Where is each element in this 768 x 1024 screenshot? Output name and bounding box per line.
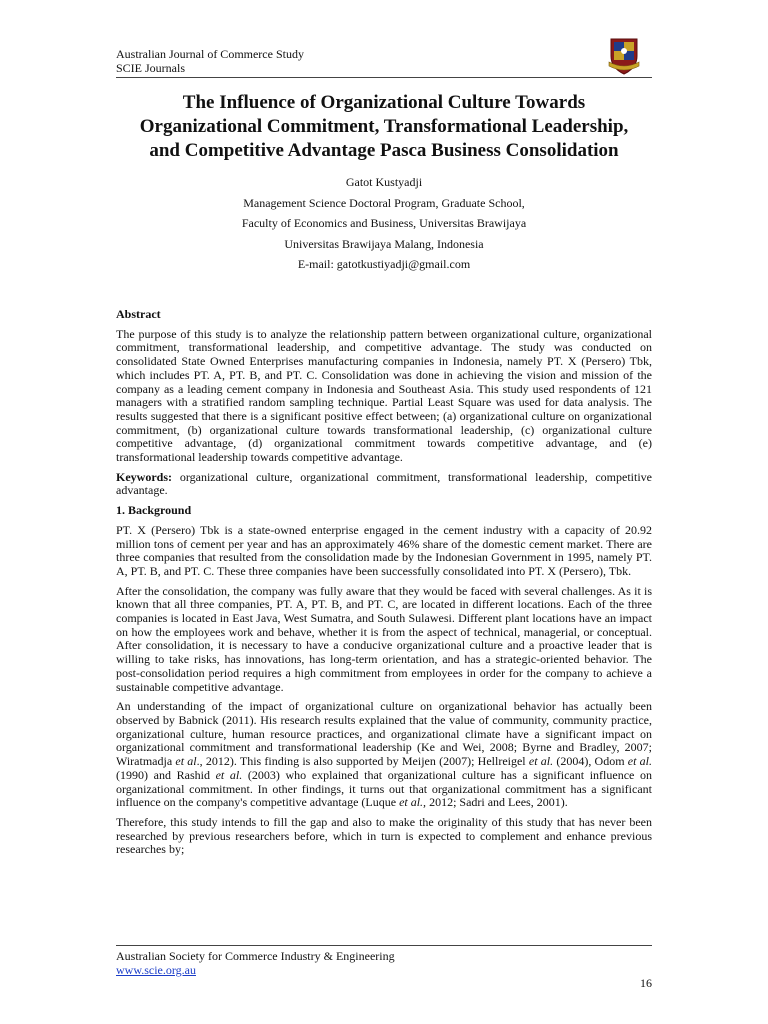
paper-title bbox=[116, 91, 652, 163]
society-name: Australian Society for Commerce Industry & Engineering bbox=[116, 949, 395, 963]
paper-body bbox=[116, 308, 652, 863]
footer-divider bbox=[116, 945, 652, 946]
author-block bbox=[116, 172, 652, 275]
header-divider bbox=[116, 77, 652, 78]
p3-part-a: An understanding of the impact of organizational culture on organizational behavior has actually been observed by Babnick (2011). His research results explained that the value of community, community practice, organizational culture, human resource practices, and organizational climate have a significant impact on organizational commitment and transformational leadership (Ke and Wei, 2008; Byrne and Bradley, 2007; Wiratmadja bbox=[116, 699, 652, 769]
keywords-label: Keywords: bbox=[116, 469, 172, 484]
society-website-link[interactable]: www.scie.org.au bbox=[116, 963, 196, 977]
p3-etal-3: et al. bbox=[627, 754, 653, 769]
abstract-text: The purpose of this study is to analyze the relationship pattern between organizational culture, organizational commitment, transformational leadership, and competitive advantage. The study was conducted on consolidated State Owned Enterprises manufacturing companies in Indonesia, namely PT. X (Persero) Tbk, which includes PT. A, PT. B, and PT. C. Consolidation was done in achieving the vision and mission of the company as a leading cement company in Indonesia and Southeast Asia. This study used respondents of 121 managers with a stratified random sampling technique. Partial Least Square was used for data analysis. The results suggested that there is a significant positive effect between; (a) organizational culture on organizational commitment, (b) organizational culture towards transformational leadership, (c) organizational culture competitive advantage, (d) organizational commitment towards competitive advantage, and (e) transformational leadership towards competitive advantage. bbox=[116, 326, 652, 465]
affiliation-line-1: Management Science Doctoral Program, Graduate School, bbox=[243, 195, 525, 210]
title-line-1: The Influence of Organizational Culture Towards bbox=[182, 92, 586, 113]
publisher-name: SCIE Journals bbox=[116, 61, 185, 75]
p3-part-c: (2004), Odom bbox=[553, 754, 628, 769]
page-number: 16 bbox=[640, 976, 652, 990]
running-header bbox=[116, 47, 304, 75]
journal-name: Australian Journal of Commerce Study bbox=[116, 47, 304, 61]
section-heading-background: 1. Background bbox=[116, 503, 192, 518]
paragraph-4: Therefore, this study intends to fill the gap and also to make the originality of this study that has never been researched by previous researchers before, which in turn is expected to complement and enhance previous researches by; bbox=[116, 814, 652, 857]
paragraph-3 bbox=[116, 700, 652, 810]
author-email: E-mail: gatotkustiyadji@gmail.com bbox=[297, 257, 471, 271]
journal-crest-logo bbox=[607, 36, 641, 76]
title-line-3: and Competitive Advantage Pasca Business Consolidation bbox=[149, 140, 619, 161]
paragraph-2: After the consolidation, the company was fully aware that they would be faced with several challenges. As it is known that all three companies, PT. A, PT. B, and PT. C, are located in different locations. Each of the three companies is located in East Java, West Sumatra, and South Sulawesi. Different plant locations have an impact on how the employees work and behave, whether it is from the aspect of technical, managerial, or conceptual. After consolidation, it is necessary to have a conducive organizational culture and a proactive leader that is willing to take risks, has innovations, has long-term orientation, and has a strategic-oriented behavior. The post-consolidation period requires a high commitment from employees in order for the company to achieve a sustainable competitive advantage. bbox=[116, 583, 652, 694]
p3-etal-5: et al., bbox=[399, 795, 427, 810]
p3-part-b: ., 2012). This finding is also supported by Meijen (2007); Hellreigel bbox=[196, 754, 529, 769]
keywords-list: organizational culture, organizational commitment, transformational leadership, competitive advantage. bbox=[116, 469, 652, 498]
p3-etal-2: et al. bbox=[528, 754, 554, 769]
p3-part-f: 2012; Sadri and Lees, 2001). bbox=[426, 795, 568, 810]
p3-part-e: (2003) who explained that organizational culture has a significant influence on organizational commitment. In other findings, it turns out that organizational commitment has a significant influence on the company's competitive advantage (Luque bbox=[116, 767, 652, 810]
keywords bbox=[116, 471, 652, 498]
p3-etal-4: et al. bbox=[215, 767, 243, 782]
affiliation-line-2: Faculty of Economics and Business, Universitas Brawijaya bbox=[241, 216, 527, 230]
running-footer bbox=[116, 949, 395, 977]
affiliation-line-3: Universitas Brawijaya Malang, Indonesia bbox=[284, 236, 484, 251]
author-name: Gatot Kustyadji bbox=[345, 175, 423, 189]
title-line-2: Organizational Commitment, Transformational Leadership, bbox=[139, 116, 629, 137]
p3-part-d: (1990) and Rashid bbox=[116, 767, 216, 782]
p3-etal-1: et al bbox=[175, 754, 197, 769]
paragraph-1: PT. X (Persero) Tbk is a state-owned enterprise engaged in the cement industry with a capacity of 20.92 million tons of cement per year and has an approximately 46% share of the domestic cement market. There are three companies that resulted from the consolidation made by the Indonesian Government in 1995, namely PT. A, PT. B, and PT. C. These three companies have been successfully consolidated into PT. X (Persero), Tbk. bbox=[116, 522, 652, 578]
abstract-heading: Abstract bbox=[116, 307, 161, 321]
